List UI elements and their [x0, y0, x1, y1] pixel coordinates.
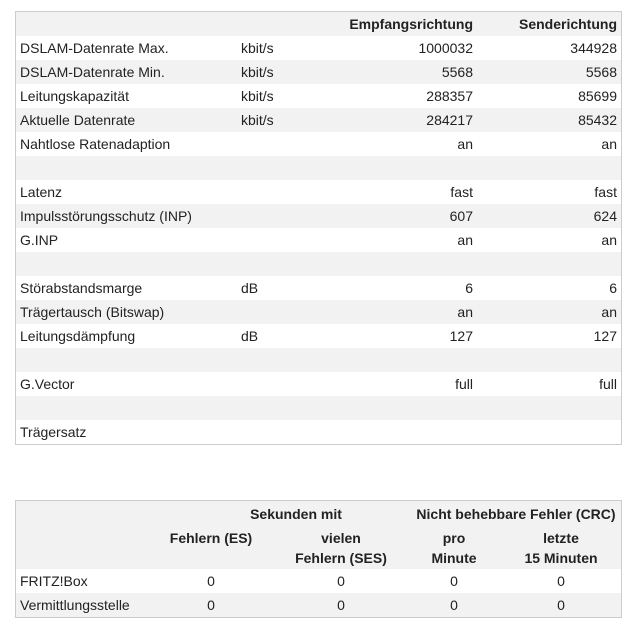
table-row: [16, 108, 621, 132]
table-row: [16, 569, 621, 593]
cell-last15: 0: [557, 597, 565, 613]
row-rx: an: [457, 232, 473, 248]
table-row: [16, 60, 621, 84]
table-row: [16, 228, 621, 252]
row-label: DSLAM-Datenrate Min.: [20, 64, 165, 80]
row-tx: 127: [593, 328, 617, 344]
row-label: Störabstandsmarge: [20, 280, 143, 296]
col-header-ses-line1: vielen: [321, 530, 361, 546]
row-label: Impulsstörungsschutz (INP): [20, 208, 192, 224]
row-tx: fast: [594, 184, 617, 200]
row-tx: 624: [593, 208, 617, 224]
row-rx: 284217: [426, 112, 473, 128]
col-header-per-minute-line1: pro: [442, 530, 466, 546]
group-header-seconds: Sekunden mit: [250, 506, 342, 522]
row-tx: an: [601, 304, 617, 320]
cell-es: 0: [207, 597, 215, 613]
row-unit: dB: [241, 328, 259, 344]
row-rx: 607: [449, 208, 473, 224]
row-tx: 344928: [570, 40, 617, 56]
table-row: [16, 372, 621, 396]
row-label: Trägertausch (Bitswap): [20, 304, 165, 320]
header-tx: Senderichtung: [518, 16, 617, 32]
table-row: [16, 180, 621, 204]
dsl-line-table: [15, 11, 622, 445]
row-rx: 288357: [426, 88, 473, 104]
cell-ses: 0: [337, 573, 345, 589]
row-unit: kbit/s: [241, 112, 274, 128]
table-header: [16, 501, 621, 569]
col-header-ses-line2: Fehlern (SES): [295, 550, 387, 566]
row-rx: full: [455, 376, 473, 392]
row-rx: an: [457, 304, 473, 320]
cell-per-minute: 0: [450, 573, 458, 589]
table-row-spacer: [16, 348, 621, 372]
cell-ses: 0: [337, 597, 345, 613]
row-unit: kbit/s: [241, 64, 274, 80]
row-label: FRITZ!Box: [20, 573, 88, 589]
row-tx: 85432: [578, 112, 617, 128]
table-row-spacer: [16, 252, 621, 276]
col-header-last15-line2: 15 Minuten: [524, 550, 598, 566]
row-unit: kbit/s: [241, 40, 274, 56]
row-label: Trägersatz: [20, 424, 87, 440]
table-header-row: [16, 12, 621, 36]
table-row-spacer: [16, 156, 621, 180]
error-stats-table: [15, 500, 622, 618]
group-header-crc: Nicht behebbare Fehler (CRC): [416, 506, 616, 522]
row-tx: 5568: [585, 64, 617, 80]
row-rx: 1000032: [418, 40, 473, 56]
table-row: [16, 324, 621, 348]
row-unit: dB: [241, 280, 259, 296]
row-tx: full: [599, 376, 617, 392]
cell-last15: 0: [557, 573, 565, 589]
table-row: [16, 593, 621, 617]
col-header-es: Fehlern (ES): [169, 530, 253, 546]
row-label: Vermittlungsstelle: [20, 597, 130, 613]
row-label: Latenz: [20, 184, 63, 200]
row-rx: 5568: [441, 64, 473, 80]
header-rx: Empfangsrichtung: [349, 16, 473, 32]
table-row: [16, 204, 621, 228]
row-tx: 6: [609, 280, 617, 296]
row-label: Nahtlose Ratenadaption: [20, 136, 171, 152]
row-label: G.INP: [20, 232, 59, 248]
row-tx: 85699: [578, 88, 617, 104]
table-row: [16, 420, 621, 444]
row-label: DSLAM-Datenrate Max.: [20, 40, 169, 56]
cell-per-minute: 0: [450, 597, 458, 613]
row-unit: kbit/s: [241, 88, 274, 104]
table-row-spacer: [16, 396, 621, 420]
col-header-last15-line1: letzte: [543, 530, 579, 546]
table-row: [16, 84, 621, 108]
row-label: Leitungskapazität: [20, 88, 129, 104]
row-tx: an: [601, 232, 617, 248]
row-label: G.Vector: [20, 376, 75, 392]
table-row: [16, 276, 621, 300]
table-row: [16, 36, 621, 60]
row-rx: 6: [465, 280, 473, 296]
table-row: [16, 300, 621, 324]
row-rx: 127: [449, 328, 473, 344]
table-row: [16, 132, 621, 156]
row-tx: an: [601, 136, 617, 152]
col-header-per-minute-line2: Minute: [431, 550, 477, 566]
row-rx: fast: [450, 184, 473, 200]
cell-es: 0: [207, 573, 215, 589]
row-rx: an: [457, 136, 473, 152]
row-label: Leitungsdämpfung: [20, 328, 136, 344]
row-label: Aktuelle Datenrate: [20, 112, 136, 128]
